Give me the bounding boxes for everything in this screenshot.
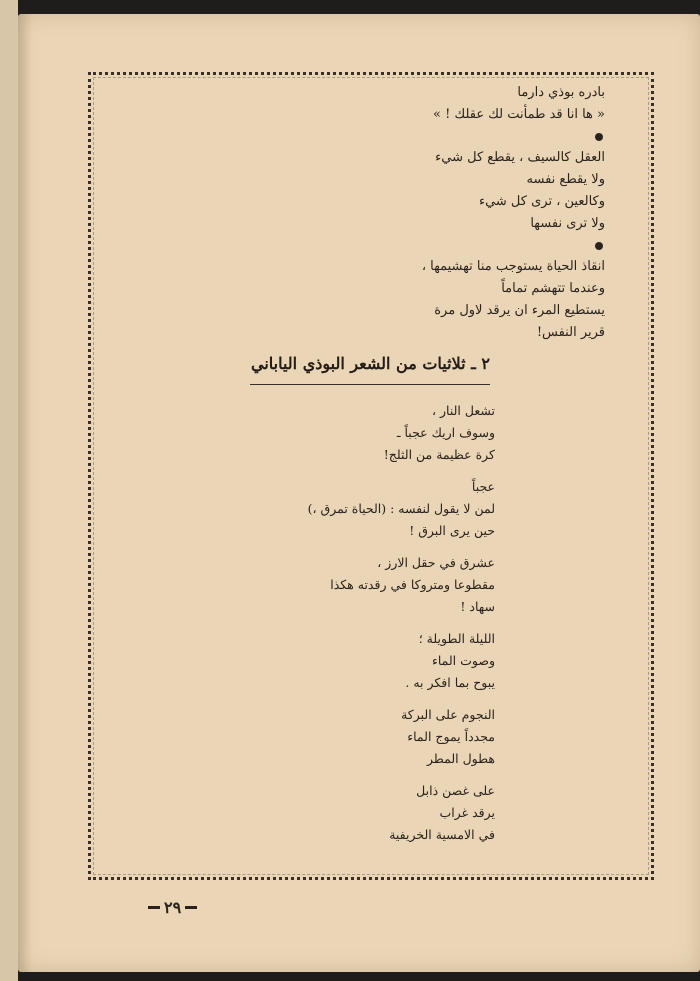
- intro-line-1: بادره بوذي دارما: [517, 85, 605, 100]
- haiku-line: يرقد غراب: [439, 805, 495, 820]
- haiku-stanza: [300, 400, 495, 466]
- haiku-line: عشرق في حقل الارز ،: [377, 555, 495, 570]
- aphorism-one-line-3: وكالعين ، ترى كل شيء: [478, 194, 605, 209]
- section-heading: ٢ ـ ثلاثيات من الشعر البوذي الياباني: [250, 354, 490, 373]
- haiku-line: مجدداً يموج الماء: [407, 729, 495, 744]
- aphorism-two-line-4: قرير النفس!: [536, 325, 605, 340]
- page-text-upper: [230, 82, 605, 344]
- aphorism-two-line-2: وعندما تتهشم تماماً: [501, 281, 605, 296]
- aphorism-one-line-4: ولا ترى نفسها: [530, 216, 605, 231]
- haiku-line: يبوح بما افكر به .: [405, 675, 495, 690]
- aphorism-two-line-3: يستطيع المرء ان يرقد لاول مرة: [434, 303, 605, 318]
- aphorism-one-line-2: ولا يقطع نفسه: [526, 172, 605, 187]
- haiku-stanza: [300, 628, 495, 694]
- page-number-label: ٢٩: [164, 898, 182, 917]
- aphorism-two-line-1: انقاذ الحياة يستوجب منا تهشيمها ،: [421, 259, 605, 274]
- haiku-stanza: [300, 476, 495, 542]
- haiku-line: على غصن ذابل: [416, 783, 495, 798]
- haiku-line: النجوم على البركة: [401, 707, 495, 722]
- page-number: [148, 898, 197, 917]
- book-binding-edge: [0, 0, 18, 981]
- haiku-line: وسوف اريك عجباً ـ: [396, 425, 495, 440]
- haiku-stanza: [300, 704, 495, 770]
- haiku-stanza: [300, 780, 495, 846]
- heading-underline: [250, 384, 490, 385]
- separator-bullet-icon: [595, 133, 603, 141]
- haiku-line: الليلة الطويلة ؛: [418, 631, 495, 646]
- haiku-line: مقطوعا ومتروكا في رقدته هكذا: [330, 577, 495, 592]
- haiku-line: كرة عظيمة من الثلج!: [383, 447, 495, 462]
- intro-line-2: « ها انا قد طمأنت لك عقلك ! »: [433, 107, 605, 122]
- haiku-line: عجباً: [471, 479, 495, 494]
- dash-decoration: [185, 906, 197, 909]
- aphorism-one-line-1: العقل كالسيف ، يقطع كل شيء: [435, 150, 605, 165]
- haiku-list: [300, 400, 495, 856]
- haiku-stanza: [300, 552, 495, 618]
- separator-bullet-icon: [595, 242, 603, 250]
- haiku-line: وصوت الماء: [431, 653, 495, 668]
- haiku-line: حين يرى البرق !: [409, 523, 495, 538]
- haiku-line: لمن لا يقول لنفسه : (الحياة تمرق ،): [307, 501, 495, 516]
- haiku-line: سهاد !: [460, 599, 495, 614]
- haiku-line: في الامسية الخريفية: [389, 827, 495, 842]
- dash-decoration: [148, 906, 160, 909]
- haiku-line: هطول المطر: [426, 751, 495, 766]
- haiku-line: تشعل النار ،: [431, 403, 495, 418]
